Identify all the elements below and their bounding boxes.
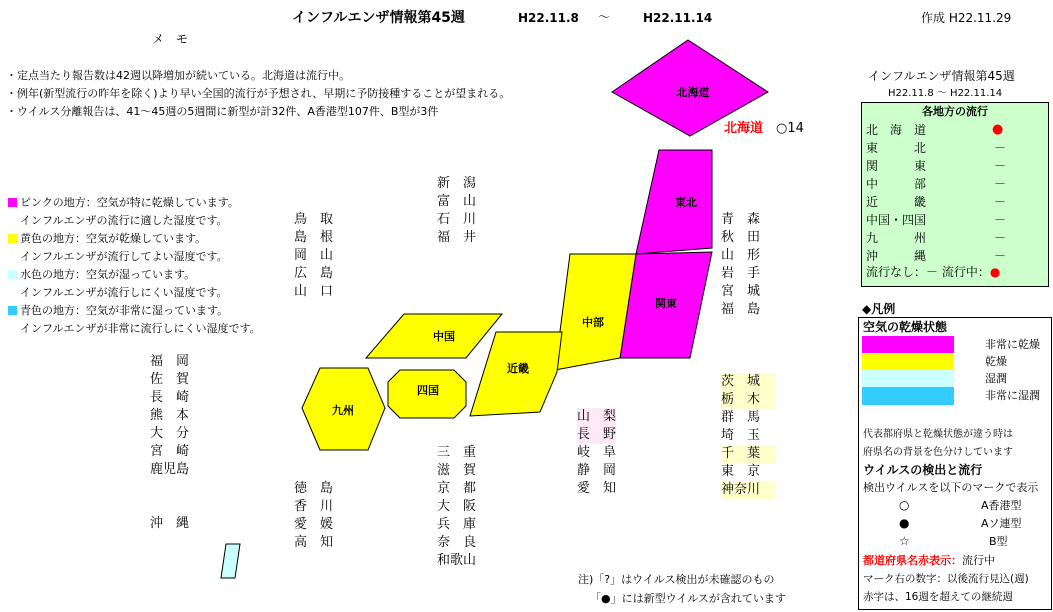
status-row: 東 北 － [866,141,1007,155]
prefecture: 長 野 [577,427,617,442]
prefecture: 茨 城 [721,373,776,391]
prefecture: 鹿児島 [150,462,190,477]
prefecture: 佐 賀 [150,372,190,387]
prefecture: 愛 知 [577,481,617,496]
dryness-label: 非常に乾燥 [985,338,1040,351]
prefecture: 石 川 [437,212,477,227]
region-label-tohoku: 東北 [675,196,697,209]
humidity-legend-desc: インフルエンザが流行してよい湿度です。 [20,250,228,263]
humidity-legend-yellow: 黄色の地方：空気が乾燥しています。 [8,232,206,246]
prefecture: 青 森 [721,212,761,227]
prefecture: 福 島 [721,302,761,317]
regional-status-box [861,102,1049,287]
region-label-chugoku: 中国 [433,330,455,343]
dryness-title: 空気の乾燥状態 [863,320,948,334]
humidity-legend-desc: インフルエンザが非常に流行しにくい湿度です。 [20,322,261,335]
virus-mark-label: B型 [989,535,1008,548]
virus-title: ウイルスの検出と流行 [863,463,983,477]
created-date: 作成 H22.11.29 [921,11,1012,25]
prefecture: 徳 島 [294,481,334,496]
prefecture: 千 葉 [721,445,776,463]
a-hongkong-mark: ○ [776,121,788,136]
prefecture: 広 島 [294,266,334,281]
status-row: 中国・四国 － [866,213,1007,227]
status-row: 近 畿 － [866,195,1007,209]
prefecture: 奈 良 [437,535,477,550]
dryness-swatch-blue [862,387,954,405]
status-title: 各地方の流行 [922,105,988,118]
rep-note: 府県名の背景を色分けしています [863,447,1013,458]
status-row: 北 海 道 ● [866,122,1004,137]
prefecture-list-kyushu [150,353,189,479]
prefecture: 京 都 [437,481,477,496]
memo-line: ・定点当たり報告数は42週以降増加が続いている。北海道は流行中。 [6,69,350,82]
legend-title: ◆凡例 [862,302,896,316]
prefecture: 秋 田 [721,230,761,245]
region-label-kanto: 関東 [655,297,677,310]
prefecture: 香 川 [294,499,334,514]
active-marker: ● [992,122,1004,137]
prefecture: 新 潟 [437,176,477,191]
humidity-legend-desc: インフルエンザの流行に適した湿度です。 [20,214,228,227]
prefecture: 高 知 [294,535,334,550]
status-footer [866,265,1000,280]
note-filled-circle: 「●」には新型ウイルスが含れています [590,592,786,605]
prefecture: 山 口 [294,284,334,299]
status-row: 中 部 － [866,177,1007,191]
prefecture-list-koshin [577,408,616,498]
a-soviet-icon: ● [899,516,910,530]
memo-line: ・例年(新型流行の昨年を除く)より早い全国的流行が予想され、早期に予防接種することが望まれる。 [6,87,511,100]
a-hongkong-icon: ○ [899,498,910,512]
humidity-legend-pink: ピンクの地方：空気が特に乾燥しています。 [8,196,239,210]
prefecture: 和歌山 [437,553,477,568]
prefecture: 岩 手 [721,266,761,281]
dryness-swatch-pink [862,336,954,354]
status-row: 九 州 － [866,231,1007,245]
dryness-swatch-yellow [862,353,954,371]
status-list [862,121,1048,265]
hokkaido-status-name: 北海道 [724,121,764,136]
region-label-chubu: 中部 [582,316,604,329]
region-label-kinki: 近畿 [507,362,529,375]
dryness-label: 非常に湿潤 [985,389,1040,402]
b-type-icon: ☆ [899,534,910,548]
prefecture: 宮 城 [721,284,761,299]
panel-dates: H22.11.8 ～ H22.11.14 [888,88,1003,99]
prefecture-list-chugoku [294,211,333,301]
prefecture: 岡 山 [294,248,334,263]
virus-desc: 検出ウイルスを以下のマークで表示 [863,481,1039,494]
region-tohoku[interactable] [636,150,712,254]
dryness-swatch-lightblue [862,370,954,388]
prefecture: 熊 本 [150,408,190,423]
hokkaido-status-weeks: 14 [787,121,804,136]
prefecture: 群 馬 [721,410,761,425]
status-row: 関 東 － [866,159,1007,173]
status-row: 沖 縄 － [866,249,1007,263]
note-question-mark: 注)「?」はウイルス検出が未確認のもの [578,573,775,586]
prefecture: 兵 庫 [437,517,477,532]
humidity-legend-desc: インフルエンザが流行しにくい湿度です。 [20,286,228,299]
prefecture: 埼 玉 [721,428,761,443]
date-to: H22.11.14 [643,11,713,25]
date-from: H22.11.8 [518,11,579,25]
active-marker: ● [989,265,1001,279]
virus-mark-label: A香港型 [981,499,1022,512]
prefecture-list-tohoku [721,211,760,319]
date-tilde: ～ [598,10,611,24]
prefecture: 福 井 [437,230,477,245]
rep-note: 代表都府県と乾燥状態が違う時は [863,429,1013,440]
status-active-label: 流行中： [941,265,990,279]
prefecture: 大 分 [150,426,190,441]
region-label-hokkaido: 北海道 [676,86,710,99]
panel-title: インフルエンザ情報第45週 [868,69,1015,83]
prefecture: 栃 木 [721,391,776,409]
region-label-shikoku: 四国 [417,384,439,397]
prefecture: 静 岡 [577,463,617,478]
prefecture: 鳥 取 [294,212,334,227]
prefecture: 東 京 [721,464,761,479]
prefecture: 大 阪 [437,499,477,514]
dryness-label: 湿潤 [985,372,1007,385]
red-label-row [863,554,995,568]
prefecture-list-kinki [437,444,476,570]
prefecture-list-kanto [721,373,776,499]
mark-note: マーク右の数字：以後流行見込(週) [863,573,1029,585]
prefecture-list-hokuriku [437,175,476,247]
humidity-legend-blue: 青色の地方：空気が非常に湿っています。 [8,304,228,318]
prefecture: 福 岡 [150,354,190,369]
prefecture: 山 形 [721,248,761,263]
prefecture: 富 山 [437,194,477,209]
humidity-legend-lightblue: 水色の地方：空気が湿っています。 [8,268,195,282]
prefecture: 愛 媛 [294,517,334,532]
region-label-kyushu: 九州 [332,404,354,417]
prefecture: 岐 阜 [577,445,617,460]
legend-box [858,317,1052,610]
prefecture: 神奈川 [721,481,776,499]
prefecture: 島 根 [294,230,334,245]
prefecture: 山 梨 [577,409,617,424]
hokkaido-status-mark [776,121,804,137]
memo-heading: メ モ [152,32,189,46]
red-label: 都道府県名赤表示： [863,554,962,567]
prefecture-okinawa: 沖 縄 [150,516,190,531]
prefecture: 宮 崎 [150,444,190,459]
red-label-desc: 流行中 [962,554,995,567]
virus-mark-label: Aソ連型 [981,517,1022,530]
prefecture: 滋 賀 [437,463,477,478]
prefecture: 長 崎 [150,390,190,405]
report-title: インフルエンザ情報第45週 [292,10,465,26]
prefecture: 三 重 [437,445,477,460]
memo-line: ・ウイルス分離報告は、41～45週の5週間に新型が計32件、A香港型107件、B型が3件 [6,105,439,118]
region-okinawa[interactable] [221,544,240,578]
prefecture-list-shikoku [294,480,333,552]
red-note: 赤字は、16週を超えての継続週 [863,591,1013,603]
status-none-label: 流行なし：－ [866,265,939,279]
dryness-label: 乾燥 [985,355,1007,368]
